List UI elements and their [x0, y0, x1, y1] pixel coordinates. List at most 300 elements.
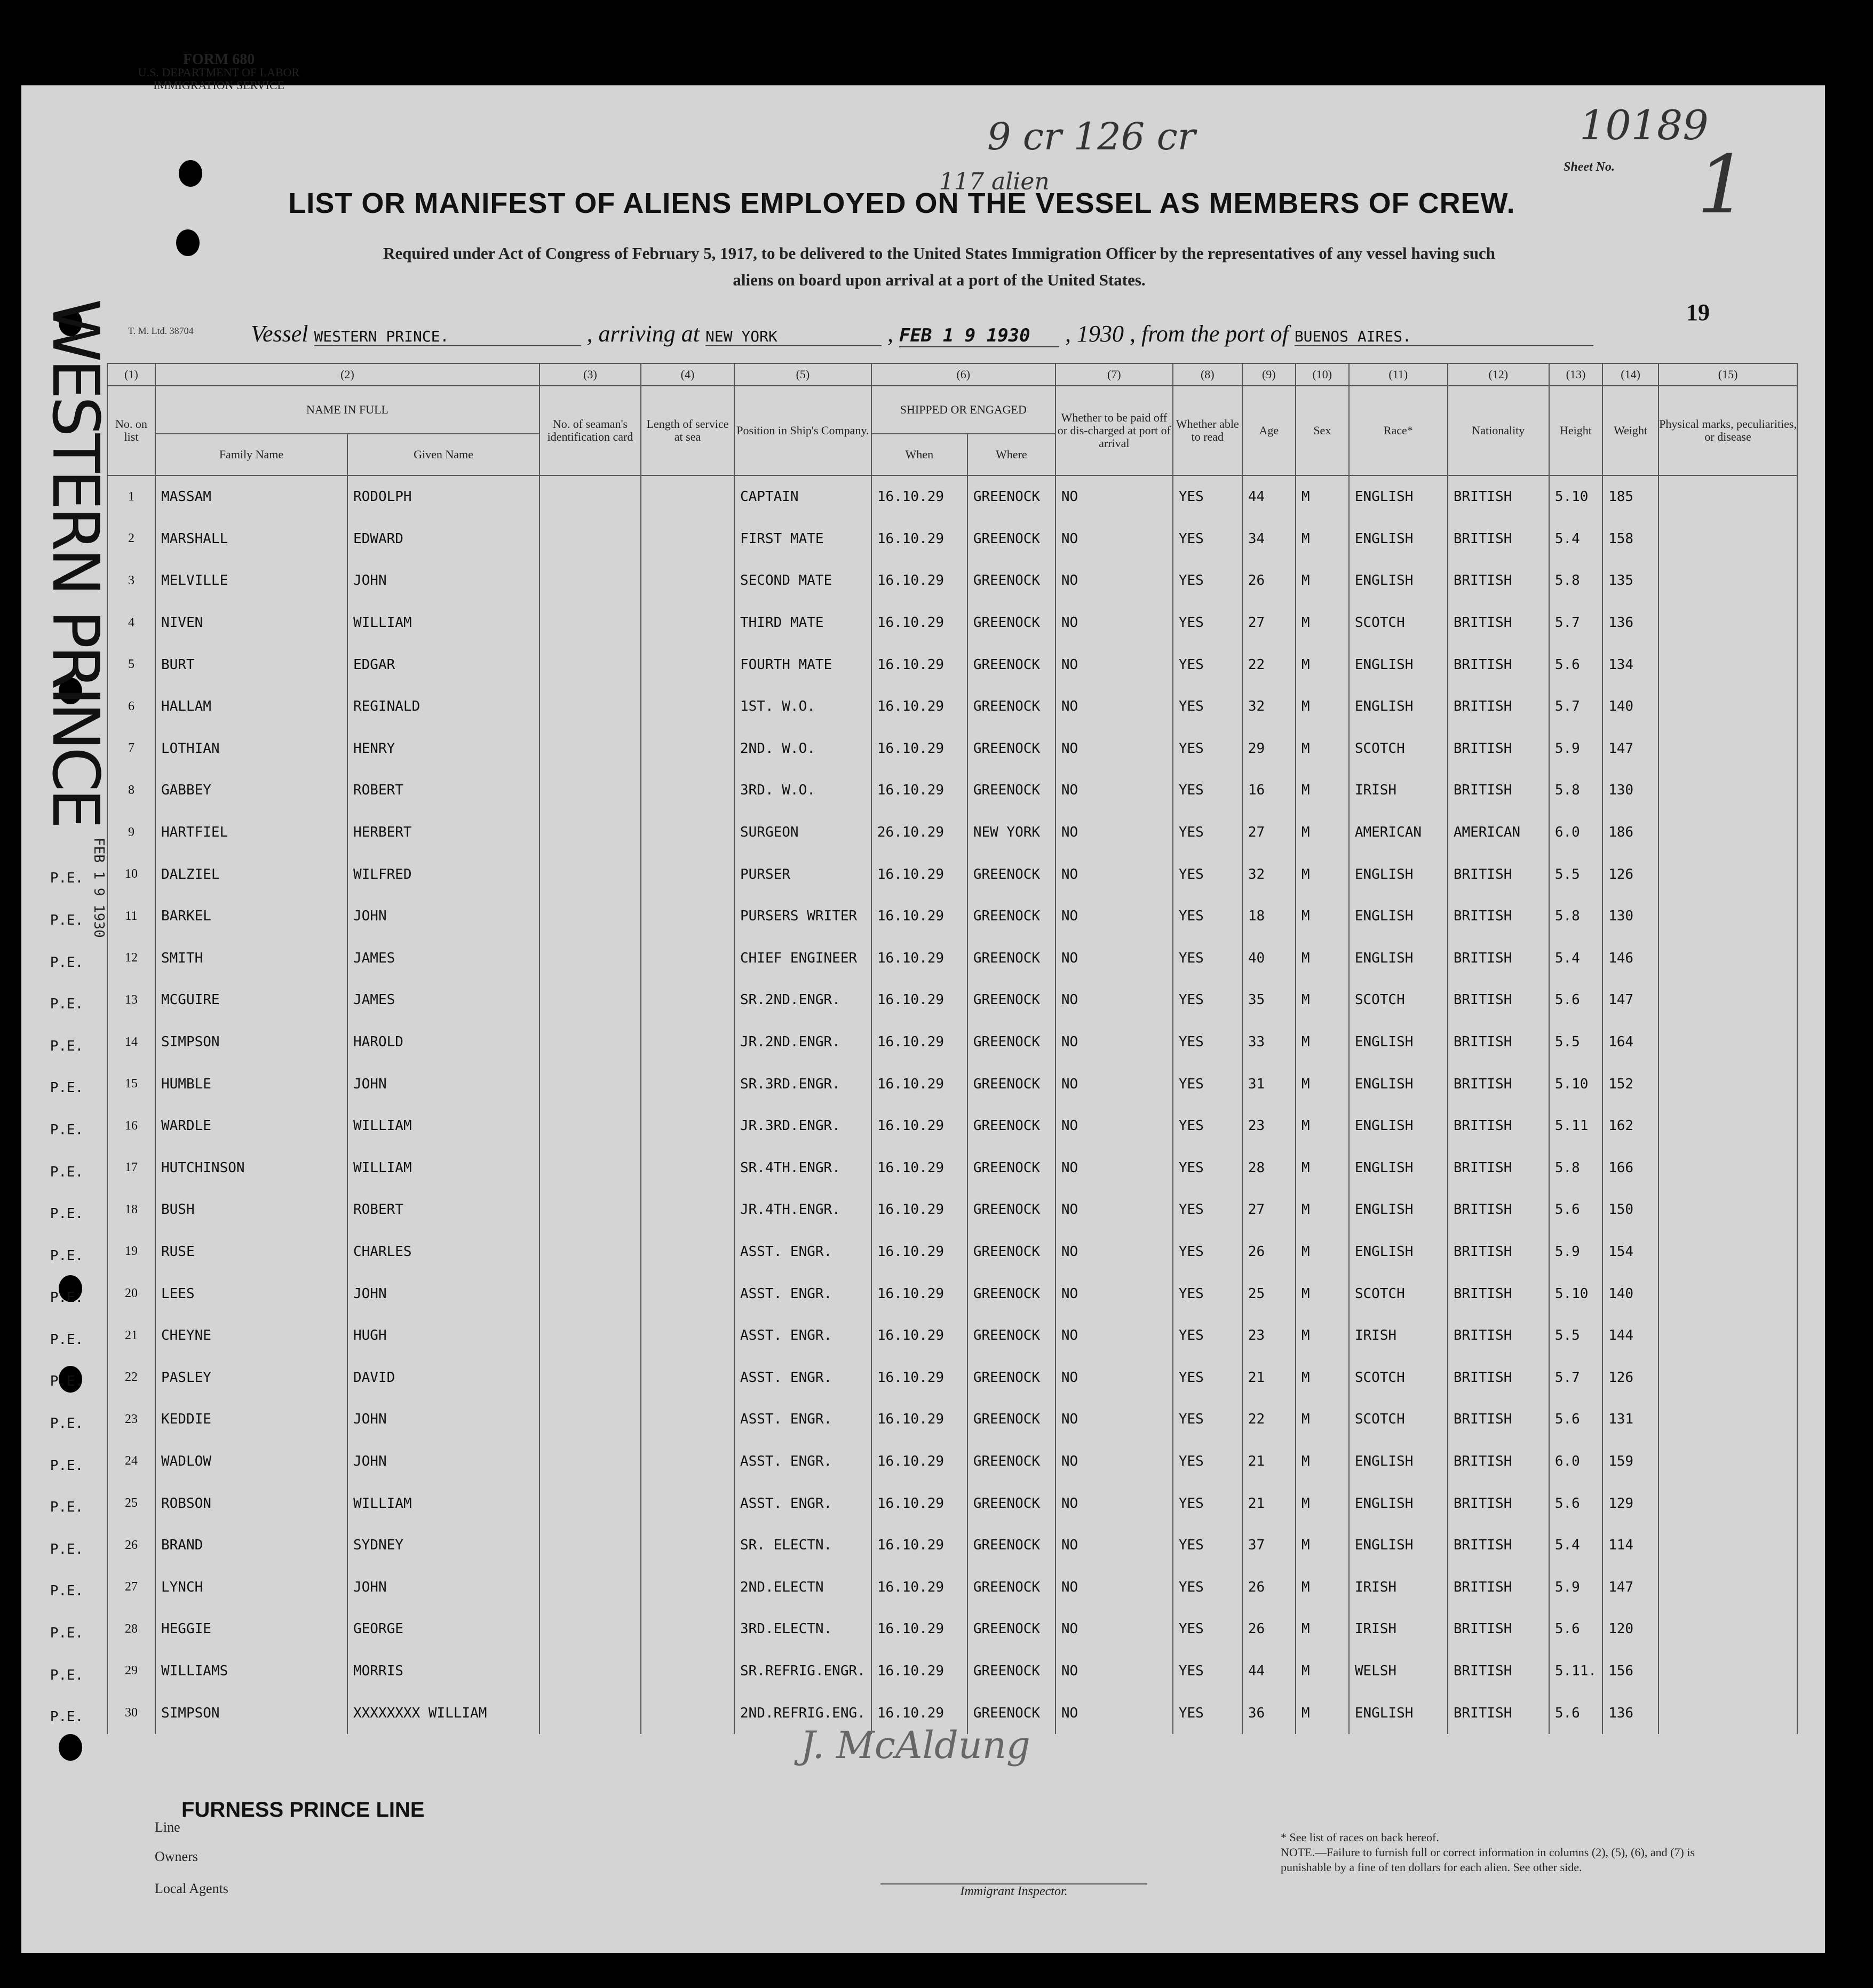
pe-mark — [32, 816, 101, 858]
paid-off: NO — [1055, 1650, 1173, 1692]
height: 5.5 — [1549, 853, 1602, 895]
family-name: HUMBLE — [155, 1063, 347, 1105]
shipped-where: GREENOCK — [967, 518, 1055, 560]
pe-mark: P.E. — [50, 1080, 84, 1096]
row-number: 15 — [107, 1063, 155, 1105]
length-service — [641, 1315, 734, 1357]
nationality: BRITISH — [1448, 1315, 1549, 1357]
family-name: HEGGIE — [155, 1608, 347, 1650]
inspector-label: Immigrant Inspector. — [880, 1883, 1147, 1899]
seaman-id — [539, 1356, 641, 1398]
race: SCOTCH — [1349, 602, 1448, 644]
family-name: HUTCHINSON — [155, 1147, 347, 1189]
height: 5.4 — [1549, 1524, 1602, 1566]
table-row — [107, 1105, 1797, 1147]
header-race: Race* — [1349, 386, 1448, 475]
length-service — [641, 1105, 734, 1147]
shipped-when: 16.10.29 — [871, 1398, 967, 1441]
race: ENGLISH — [1349, 1692, 1448, 1734]
shipped-where: GREENOCK — [967, 1441, 1055, 1483]
weight: 135 — [1602, 560, 1658, 602]
position: JR.2ND.ENGR. — [734, 1021, 871, 1063]
row-number: 8 — [107, 769, 155, 812]
paid-off: NO — [1055, 1021, 1173, 1063]
age: 16 — [1242, 769, 1296, 812]
crew-rows — [107, 475, 1797, 1734]
agents-label: Local Agents — [155, 1881, 228, 1896]
given-name: WILLIAM — [347, 1147, 539, 1189]
sex: M — [1296, 1105, 1349, 1147]
family-name: DALZIEL — [155, 853, 347, 895]
race: SCOTCH — [1349, 1273, 1448, 1315]
family-name: CHEYNE — [155, 1315, 347, 1357]
given-name: XXXXXXXX WILLIAM — [347, 1692, 539, 1734]
row-number: 30 — [107, 1692, 155, 1734]
header-paid-off: Whether to be paid off or dis-charged at port of arrival — [1055, 386, 1173, 475]
length-service — [641, 728, 734, 770]
length-service — [641, 475, 734, 518]
given-name: MORRIS — [347, 1650, 539, 1692]
able-to-read: YES — [1173, 1315, 1242, 1357]
footnotes — [1281, 1830, 1718, 1875]
position: ASST. ENGR. — [734, 1482, 871, 1524]
race: SCOTCH — [1349, 979, 1448, 1021]
shipped-where: GREENOCK — [967, 1231, 1055, 1273]
family-name: PASLEY — [155, 1356, 347, 1398]
row-number: 27 — [107, 1566, 155, 1608]
race: ENGLISH — [1349, 1482, 1448, 1524]
weight: 140 — [1602, 686, 1658, 728]
able-to-read: YES — [1173, 728, 1242, 770]
shipped-when: 16.10.29 — [871, 728, 967, 770]
shipped-where: GREENOCK — [967, 979, 1055, 1021]
nationality: BRITISH — [1448, 1147, 1549, 1189]
height: 5.7 — [1549, 1356, 1602, 1398]
age: 40 — [1242, 937, 1296, 980]
physical-marks — [1658, 1650, 1797, 1692]
row-number: 17 — [107, 1147, 155, 1189]
weight: 154 — [1602, 1231, 1658, 1273]
nationality: BRITISH — [1448, 686, 1549, 728]
seaman-id — [539, 643, 641, 686]
age: 26 — [1242, 1608, 1296, 1650]
seaman-id — [539, 1063, 641, 1105]
shipped-where: GREENOCK — [967, 1692, 1055, 1734]
physical-marks — [1658, 937, 1797, 980]
sex: M — [1296, 1650, 1349, 1692]
form-dept: U.S. DEPARTMENT OF LABOR — [138, 66, 300, 79]
given-name: HUGH — [347, 1315, 539, 1357]
height: 5.7 — [1549, 686, 1602, 728]
pe-mark: P.E. — [50, 870, 84, 887]
physical-marks — [1658, 1021, 1797, 1063]
family-name: MCGUIRE — [155, 979, 347, 1021]
handwritten-file-number: 10189 — [1580, 101, 1709, 149]
family-name: HALLAM — [155, 686, 347, 728]
length-service — [641, 1692, 734, 1734]
able-to-read: YES — [1173, 1441, 1242, 1483]
table-row — [107, 769, 1797, 812]
row-number: 23 — [107, 1398, 155, 1441]
length-service — [641, 895, 734, 937]
table-row — [107, 1608, 1797, 1650]
row-number: 11 — [107, 895, 155, 937]
age: 22 — [1242, 1398, 1296, 1441]
row-number: 5 — [107, 643, 155, 686]
sex: M — [1296, 643, 1349, 686]
row-number: 14 — [107, 1021, 155, 1063]
seaman-id — [539, 475, 641, 518]
header-given-name: Given Name — [347, 434, 539, 475]
shipped-when: 16.10.29 — [871, 518, 967, 560]
position: ASST. ENGR. — [734, 1398, 871, 1441]
race: ENGLISH — [1349, 560, 1448, 602]
pe-mark — [32, 774, 101, 816]
position: JR.4TH.ENGR. — [734, 1189, 871, 1231]
given-name: JOHN — [347, 1441, 539, 1483]
shipped-when: 16.10.29 — [871, 895, 967, 937]
race: AMERICAN — [1349, 812, 1448, 854]
form-number: FORM 680 — [182, 51, 255, 68]
able-to-read: YES — [1173, 1356, 1242, 1398]
row-number: 3 — [107, 560, 155, 602]
col-num-8: (8) — [1173, 363, 1242, 386]
family-name: RUSE — [155, 1231, 347, 1273]
sex: M — [1296, 895, 1349, 937]
able-to-read: YES — [1173, 1398, 1242, 1441]
sex: M — [1296, 1482, 1349, 1524]
age: 36 — [1242, 1692, 1296, 1734]
able-to-read: YES — [1173, 643, 1242, 686]
nationality: BRITISH — [1448, 769, 1549, 812]
height: 5.5 — [1549, 1021, 1602, 1063]
pe-mark: P.E. — [50, 1625, 84, 1642]
table-row — [107, 812, 1797, 854]
pe-mark: P.E. — [50, 954, 84, 971]
row-number: 1 — [107, 475, 155, 518]
given-name: ROBERT — [347, 769, 539, 812]
weight: 130 — [1602, 769, 1658, 812]
weight: 162 — [1602, 1105, 1658, 1147]
vessel-side-stamp: WESTERN PRINCE — [38, 299, 112, 826]
position: ASST. ENGR. — [734, 1441, 871, 1483]
seaman-id — [539, 728, 641, 770]
length-service — [641, 979, 734, 1021]
able-to-read: YES — [1173, 1566, 1242, 1608]
race: ENGLISH — [1349, 1441, 1448, 1483]
weight: 158 — [1602, 518, 1658, 560]
nationality: BRITISH — [1448, 475, 1549, 518]
position: PURSER — [734, 853, 871, 895]
length-service — [641, 1021, 734, 1063]
header-where: Where — [967, 434, 1055, 475]
paid-off: NO — [1055, 1273, 1173, 1315]
row-number: 12 — [107, 937, 155, 980]
owners-label: Owners — [155, 1849, 198, 1864]
weight: 131 — [1602, 1398, 1658, 1441]
side-date-stamp: FEB 1 9 1930 — [91, 838, 107, 938]
pe-mark: P.E. — [50, 1541, 84, 1557]
height: 5.6 — [1549, 1482, 1602, 1524]
form-service: IMMIGRATION SERVICE — [153, 78, 284, 92]
sex: M — [1296, 518, 1349, 560]
shipped-where: GREENOCK — [967, 1482, 1055, 1524]
nationality: BRITISH — [1448, 560, 1549, 602]
able-to-read: YES — [1173, 1482, 1242, 1524]
race: ENGLISH — [1349, 937, 1448, 980]
family-name: HARTFIEL — [155, 812, 347, 854]
age: 32 — [1242, 853, 1296, 895]
height: 5.8 — [1549, 1147, 1602, 1189]
family-name: WADLOW — [155, 1441, 347, 1483]
header-weight: Weight — [1602, 386, 1658, 475]
table-row — [107, 560, 1797, 602]
nationality: BRITISH — [1448, 1105, 1549, 1147]
table-row — [107, 728, 1797, 770]
family-name: LYNCH — [155, 1566, 347, 1608]
family-name: ROBSON — [155, 1482, 347, 1524]
position: SURGEON — [734, 812, 871, 854]
paid-off: NO — [1055, 769, 1173, 812]
position: 2ND. W.O. — [734, 728, 871, 770]
seaman-id — [539, 1315, 641, 1357]
shipped-when: 16.10.29 — [871, 1482, 967, 1524]
seaman-id — [539, 1273, 641, 1315]
pe-mark: P.E. — [50, 1038, 84, 1054]
table-row — [107, 1566, 1797, 1608]
height: 5.6 — [1549, 1608, 1602, 1650]
physical-marks — [1658, 1231, 1797, 1273]
length-service — [641, 1398, 734, 1441]
family-name: KEDDIE — [155, 1398, 347, 1441]
paid-off: NO — [1055, 1524, 1173, 1566]
seaman-id — [539, 853, 641, 895]
family-name: NIVEN — [155, 602, 347, 644]
page-number: 19 — [1686, 299, 1710, 325]
length-service — [641, 1524, 734, 1566]
pe-mark: P.E. — [50, 1331, 84, 1348]
seaman-id — [539, 686, 641, 728]
length-service — [641, 686, 734, 728]
shipped-when: 16.10.29 — [871, 475, 967, 518]
row-number: 13 — [107, 979, 155, 1021]
family-name: BUSH — [155, 1189, 347, 1231]
sex: M — [1296, 686, 1349, 728]
physical-marks — [1658, 1273, 1797, 1315]
table-row — [107, 1650, 1797, 1692]
able-to-read: YES — [1173, 937, 1242, 980]
paid-off: NO — [1055, 895, 1173, 937]
paid-off: NO — [1055, 1692, 1173, 1734]
physical-marks — [1658, 1566, 1797, 1608]
pe-mark: P.E. — [50, 1667, 84, 1683]
shipped-when: 16.10.29 — [871, 1063, 967, 1105]
seaman-id — [539, 1441, 641, 1483]
header-position: Position in Ship's Company. — [734, 386, 871, 475]
shipped-where: GREENOCK — [967, 1398, 1055, 1441]
position: CAPTAIN — [734, 475, 871, 518]
weight: 146 — [1602, 937, 1658, 980]
given-name: JAMES — [347, 979, 539, 1021]
position: FIRST MATE — [734, 518, 871, 560]
sex: M — [1296, 1524, 1349, 1566]
nationality: BRITISH — [1448, 937, 1549, 980]
shipped-when: 16.10.29 — [871, 560, 967, 602]
family-name: BRAND — [155, 1524, 347, 1566]
header-sex: Sex — [1296, 386, 1349, 475]
row-number: 9 — [107, 812, 155, 854]
able-to-read: YES — [1173, 812, 1242, 854]
table-row — [107, 1021, 1797, 1063]
position: ASST. ENGR. — [734, 1231, 871, 1273]
position: PURSERS WRITER — [734, 895, 871, 937]
height: 5.8 — [1549, 895, 1602, 937]
race: SCOTCH — [1349, 1356, 1448, 1398]
nationality: AMERICAN — [1448, 812, 1549, 854]
physical-marks — [1658, 1482, 1797, 1524]
col-num-3: (3) — [539, 363, 641, 386]
height: 5.9 — [1549, 728, 1602, 770]
age: 18 — [1242, 895, 1296, 937]
nationality: BRITISH — [1448, 1398, 1549, 1441]
age: 31 — [1242, 1063, 1296, 1105]
physical-marks — [1658, 895, 1797, 937]
nationality: BRITISH — [1448, 1356, 1549, 1398]
paid-off: NO — [1055, 1315, 1173, 1357]
paid-off: NO — [1055, 643, 1173, 686]
race: ENGLISH — [1349, 1021, 1448, 1063]
length-service — [641, 1273, 734, 1315]
pe-mark — [32, 648, 101, 690]
weight: 129 — [1602, 1482, 1658, 1524]
col-num-10: (10) — [1296, 363, 1349, 386]
tm-code: T. M. Ltd. 38704 — [128, 325, 194, 336]
age: 28 — [1242, 1147, 1296, 1189]
paid-off: NO — [1055, 518, 1173, 560]
length-service — [641, 853, 734, 895]
age: 37 — [1242, 1524, 1296, 1566]
penalty-note: NOTE.—Failure to furnish full or correct information in columns (2), (5), (6), and (7) is punishable by a fine of ten dollars for each alien. See other side. — [1281, 1846, 1695, 1874]
weight: 140 — [1602, 1273, 1658, 1315]
table-row — [107, 518, 1797, 560]
shipped-when: 16.10.29 — [871, 769, 967, 812]
row-number: 19 — [107, 1231, 155, 1273]
header-name-in-full: NAME IN FULL — [155, 386, 539, 434]
shipped-when: 16.10.29 — [871, 979, 967, 1021]
seaman-id — [539, 1608, 641, 1650]
shipped-when: 16.10.29 — [871, 1566, 967, 1608]
row-number: 28 — [107, 1608, 155, 1650]
sex: M — [1296, 1315, 1349, 1357]
position: THIRD MATE — [734, 602, 871, 644]
physical-marks — [1658, 1692, 1797, 1734]
shipped-where: GREENOCK — [967, 853, 1055, 895]
pe-mark: P.E. — [50, 1457, 84, 1474]
paid-off: NO — [1055, 475, 1173, 518]
departure-port: BUENOS AIRES. — [1295, 328, 1593, 346]
sheet-no-label: Sheet No. — [1564, 160, 1615, 174]
sex: M — [1296, 1608, 1349, 1650]
nationality: BRITISH — [1448, 1063, 1549, 1105]
race: ENGLISH — [1349, 895, 1448, 937]
paid-off: NO — [1055, 1147, 1173, 1189]
race: SCOTCH — [1349, 728, 1448, 770]
pe-mark — [32, 522, 101, 564]
physical-marks — [1658, 518, 1797, 560]
weight: 156 — [1602, 1650, 1658, 1692]
pe-mark: P.E. — [50, 1583, 84, 1600]
age: 34 — [1242, 518, 1296, 560]
height: 5.6 — [1549, 1692, 1602, 1734]
length-service — [641, 1650, 734, 1692]
given-name: EDWARD — [347, 518, 539, 560]
length-service — [641, 1147, 734, 1189]
physical-marks — [1658, 853, 1797, 895]
col-num-15: (15) — [1658, 363, 1797, 386]
shipped-when: 16.10.29 — [871, 1147, 967, 1189]
header-seaman-id: No. of seaman's identification card — [539, 386, 641, 475]
age: 23 — [1242, 1105, 1296, 1147]
age: 26 — [1242, 1566, 1296, 1608]
pe-mark: P.E. — [50, 1709, 84, 1725]
row-number: 7 — [107, 728, 155, 770]
nationality: BRITISH — [1448, 643, 1549, 686]
family-name: BARKEL — [155, 895, 347, 937]
position: 3RD. W.O. — [734, 769, 871, 812]
height: 5.7 — [1549, 602, 1602, 644]
age: 21 — [1242, 1482, 1296, 1524]
paid-off: NO — [1055, 979, 1173, 1021]
paid-off: NO — [1055, 1105, 1173, 1147]
sex: M — [1296, 1189, 1349, 1231]
col-num-13: (13) — [1549, 363, 1602, 386]
nationality: BRITISH — [1448, 728, 1549, 770]
weight: 159 — [1602, 1441, 1658, 1483]
length-service — [641, 1566, 734, 1608]
shipped-when: 16.10.29 — [871, 1441, 967, 1483]
able-to-read: YES — [1173, 1231, 1242, 1273]
form-header — [112, 53, 326, 92]
shipped-where: GREENOCK — [967, 1608, 1055, 1650]
race: IRISH — [1349, 1608, 1448, 1650]
col-num-6: (6) — [871, 363, 1055, 386]
sex: M — [1296, 1398, 1349, 1441]
age: 44 — [1242, 475, 1296, 518]
shipped-where: GREENOCK — [967, 1315, 1055, 1357]
paid-off: NO — [1055, 560, 1173, 602]
race: ENGLISH — [1349, 518, 1448, 560]
age: 44 — [1242, 1650, 1296, 1692]
table-row — [107, 853, 1797, 895]
row-number: 2 — [107, 518, 155, 560]
given-name: JOHN — [347, 1398, 539, 1441]
weight: 147 — [1602, 1566, 1658, 1608]
sheet-no-value: 1 — [1697, 139, 1748, 232]
pe-mark — [32, 732, 101, 774]
col-num-9: (9) — [1242, 363, 1296, 386]
given-name: CHARLES — [347, 1231, 539, 1273]
sex: M — [1296, 812, 1349, 854]
given-name: HENRY — [347, 728, 539, 770]
year-label: , 19 — [1065, 321, 1100, 347]
pe-mark — [32, 480, 101, 522]
given-name: ROBERT — [347, 1189, 539, 1231]
weight: 120 — [1602, 1608, 1658, 1650]
nationality: BRITISH — [1448, 1650, 1549, 1692]
header-shipped: SHIPPED OR ENGAGED — [871, 386, 1055, 434]
row-number: 4 — [107, 602, 155, 644]
given-name: JOHN — [347, 1566, 539, 1608]
